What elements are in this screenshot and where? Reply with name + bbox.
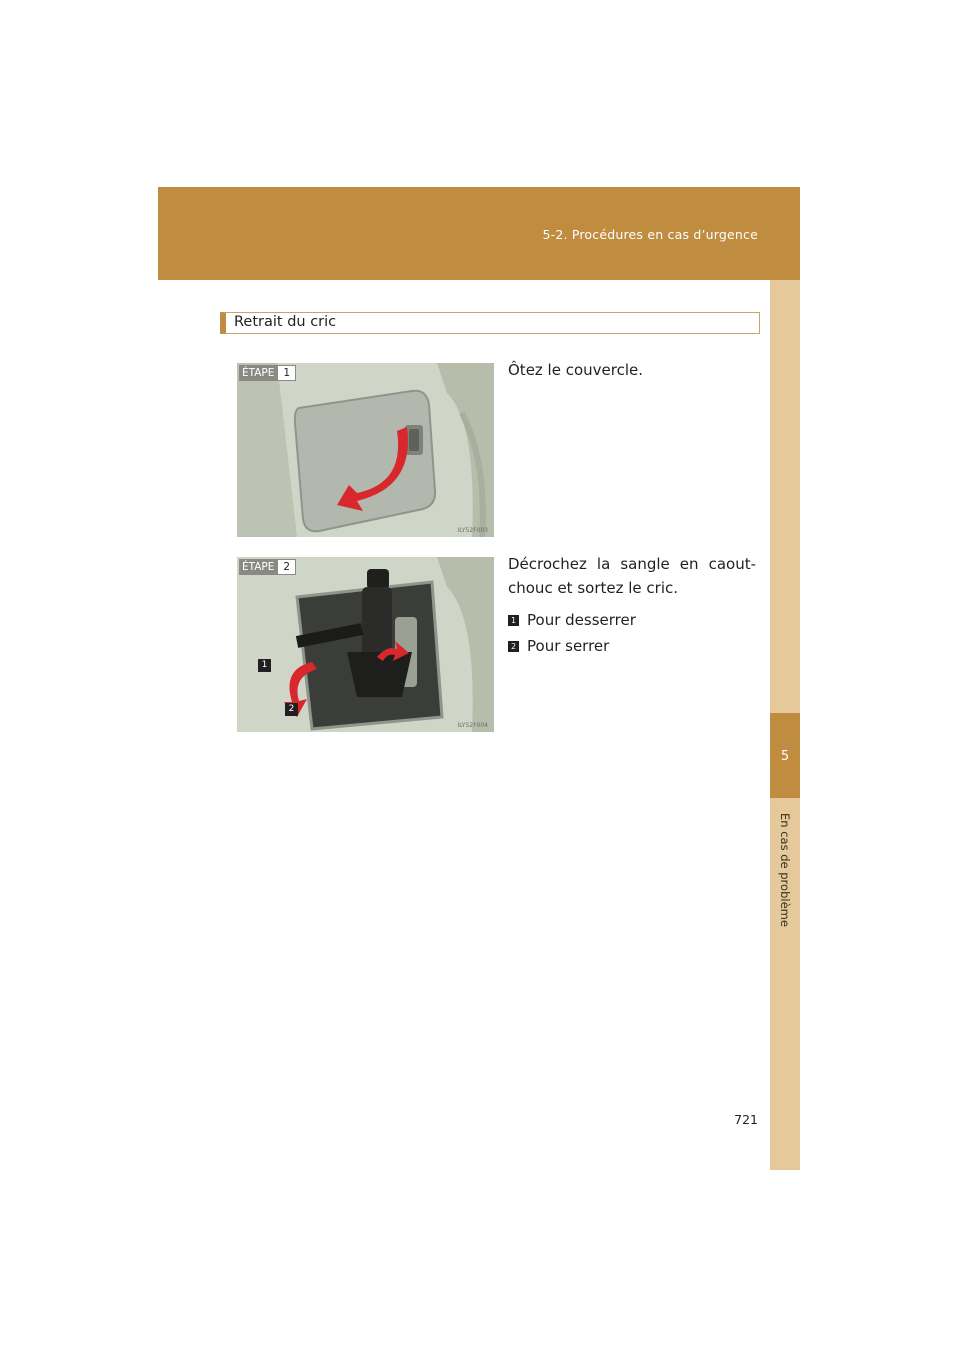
- figure-code: ILY52F004: [457, 722, 488, 729]
- step-badge-number: 1: [277, 365, 296, 381]
- step-badge-1: [239, 365, 296, 381]
- chapter-block: [770, 713, 800, 798]
- section-heading: [220, 312, 760, 334]
- step-badge-word: ÉTAPE: [239, 365, 277, 381]
- step-1-text: Ôtez le couvercle.: [508, 361, 644, 379]
- callout-text: Pour desserrer: [527, 611, 636, 629]
- jack-illustration: [237, 557, 494, 732]
- callout-badge: 2: [508, 641, 519, 652]
- chapter-title: En cas de problème: [778, 813, 792, 927]
- page-number: 721: [734, 1112, 758, 1127]
- callout-item-1: [508, 611, 636, 629]
- step-2-text: Décrochez la sangle en caout-chouc et sortez le cric.: [508, 555, 756, 597]
- running-header: 5-2. Procédures en cas d’urgence: [542, 227, 758, 242]
- step-badge-number: 2: [277, 559, 296, 575]
- step-badge-2: [239, 559, 296, 575]
- figure-callout-2: 2: [285, 703, 298, 716]
- figure-callout-1: 1: [258, 659, 271, 672]
- figure-step-1: [237, 363, 494, 537]
- header-band: [158, 187, 800, 280]
- side-tab: [770, 280, 800, 1170]
- callout-badge: 1: [508, 615, 519, 626]
- section-heading-text: Retrait du cric: [234, 314, 337, 330]
- figure-code: ILY52F003: [457, 527, 488, 534]
- step-badge-word: ÉTAPE: [239, 559, 277, 575]
- figure-step-2: [237, 557, 494, 732]
- chapter-number: 5: [780, 749, 790, 764]
- callout-text: Pour serrer: [527, 637, 610, 655]
- callout-item-2: [508, 637, 609, 655]
- cover-illustration: [237, 363, 494, 537]
